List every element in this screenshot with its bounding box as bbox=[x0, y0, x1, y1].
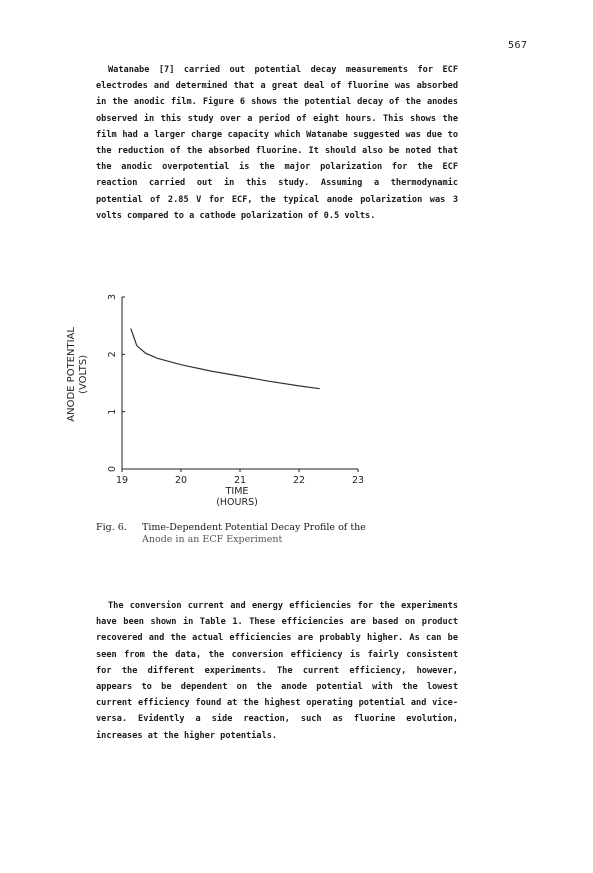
x-axis-unit: (HOURS) bbox=[216, 497, 258, 508]
x-tick-label: 20 bbox=[174, 475, 188, 486]
figure-6 bbox=[56, 286, 396, 526]
figure-caption bbox=[96, 522, 416, 546]
y-axis-label: ANODE POTENTIAL bbox=[66, 327, 77, 422]
y-tick-label: 0 bbox=[107, 465, 118, 473]
caption-line-2: Anode in an ECF Experiment bbox=[142, 534, 283, 545]
body-paragraph-1: Watanabe [7] carried out potential decay measurements for ECF electrodes and determined that a great deal of fluorine was absorbed in the anodic film. Figure 6 shows the potential decay of the anodes observed in this study over a period of eight hours. This shows the film had a larger charge capacity which Watanabe suggested was due to the reduction of the absorbed fluorine. It should also be noted that the anodic overpotential is the major polarization for the ECF reaction carried out in this study. Assuming a thermodynamic potential of 2.85 V for ECF, the typical anode polarization was 3 volts compared to a cathode polarization of 0.5 volts. bbox=[96, 65, 458, 221]
potential-decay-chart bbox=[56, 286, 396, 526]
y-axis-unit: (VOLTS) bbox=[78, 354, 89, 394]
x-tick-label: 19 bbox=[115, 475, 129, 486]
series-line-0 bbox=[131, 329, 320, 389]
x-axis-label: TIME bbox=[225, 486, 249, 497]
caption-line-1: Time-Dependent Potential Decay Profile of the bbox=[142, 522, 366, 533]
y-tick-label: 2 bbox=[107, 351, 118, 358]
y-tick-label: 1 bbox=[107, 408, 119, 415]
x-tick-label: 23 bbox=[351, 475, 365, 486]
y-tick-label: 3 bbox=[107, 293, 118, 301]
figure-label: Fig. 6. bbox=[96, 522, 127, 533]
page-number: 567 bbox=[508, 40, 528, 51]
x-tick-label: 21 bbox=[233, 475, 247, 486]
x-tick-label: 22 bbox=[292, 475, 306, 486]
body-paragraph-2: The conversion current and energy efficiencies for the experiments have been shown in Table 1. These efficiencies are based on product recovered and the actual efficiencies are probably higher. As can be seen from the data, the conversion efficiency is fairly consistent for the different experiments. The current efficiency, however, appears to be dependent on the anode potential with the lowest current efficiency found at the highest operating potential and vice-versa. Evidently a side reaction, such as fluorine evolution, increases at the higher potentials. bbox=[96, 601, 458, 741]
